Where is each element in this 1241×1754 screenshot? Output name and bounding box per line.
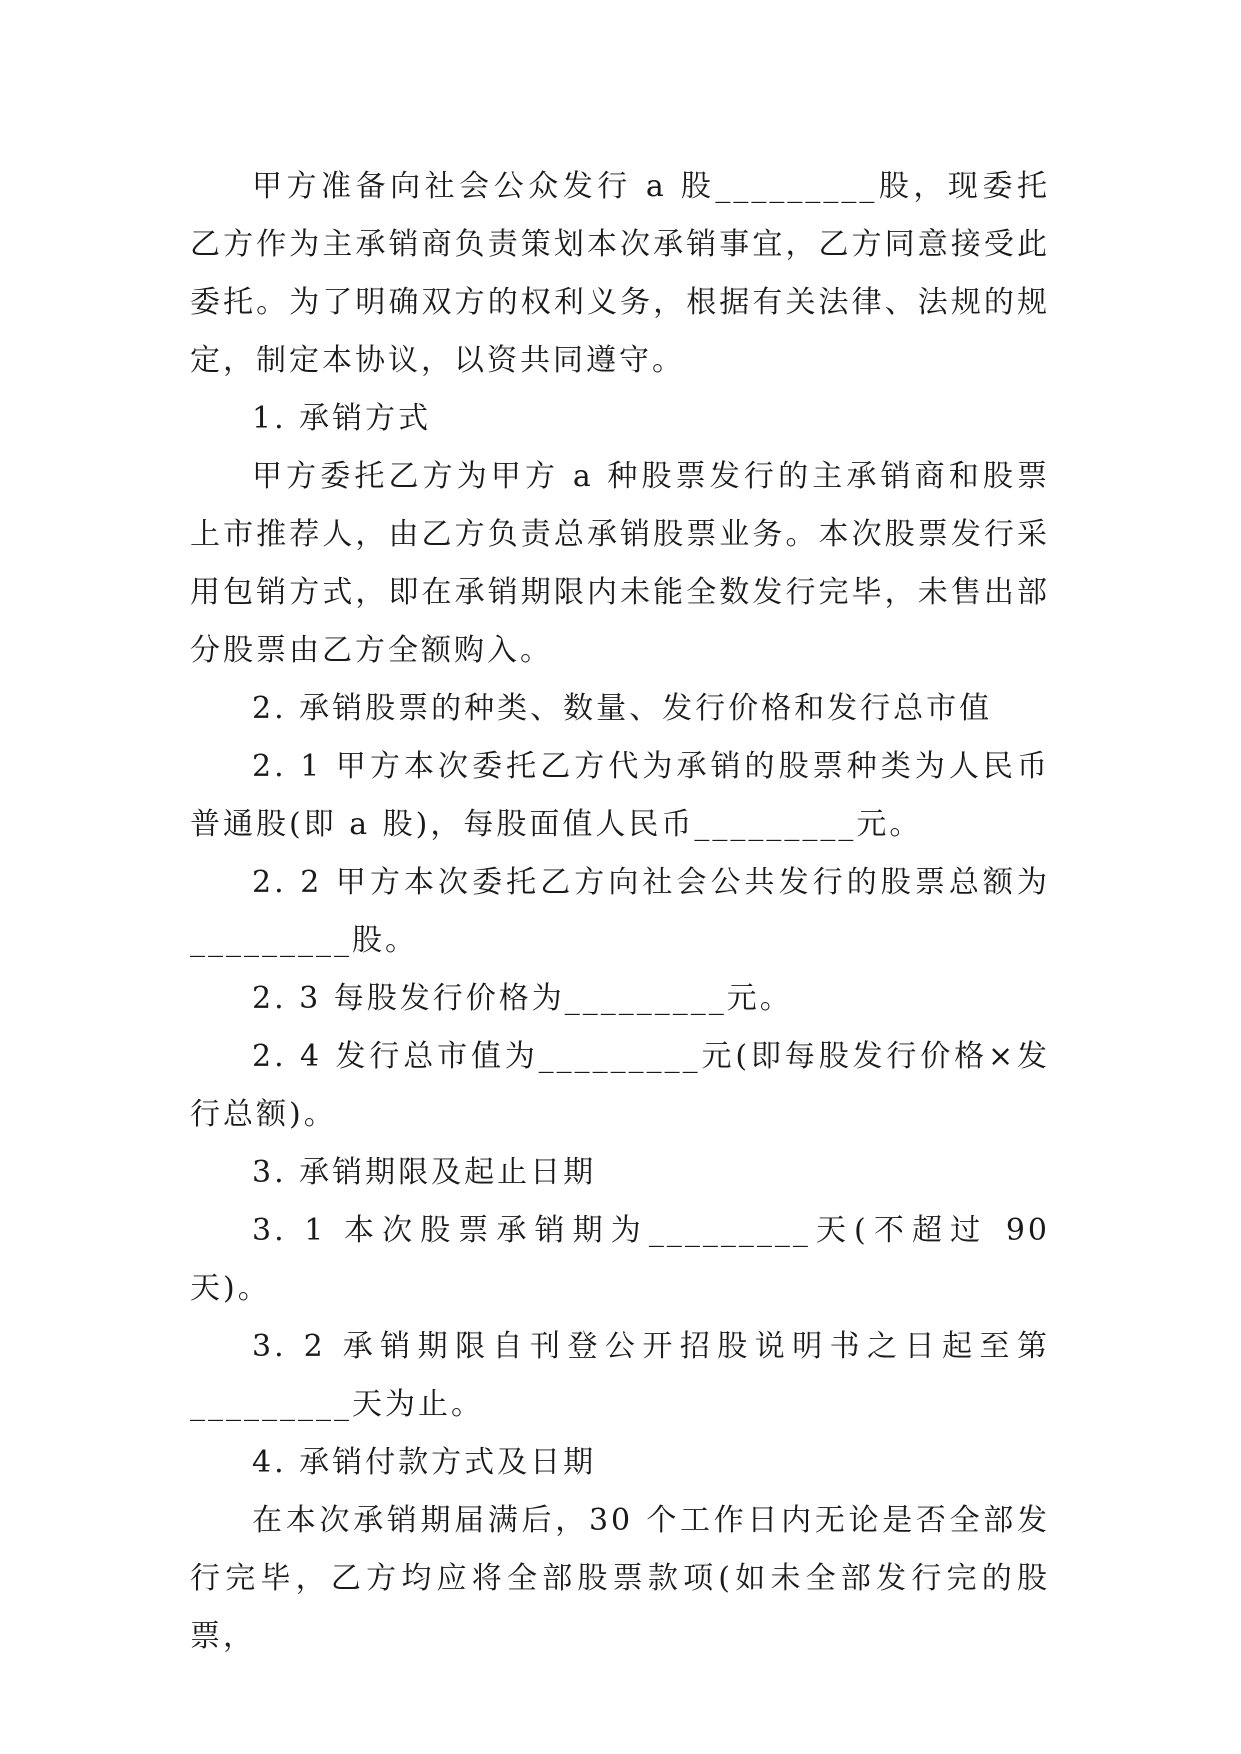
section-4-heading: 4. 承销付款方式及日期 <box>252 1445 597 1480</box>
section-3-heading: 3. 承销期限及起止日期 <box>252 1155 597 1190</box>
clause-3-1: 3. 1 本次股票承销期为_________天(不超过 90 天)。 <box>190 1213 1050 1306</box>
document-page <box>190 158 1050 1666</box>
clause-2-2: 2. 2 甲方本次委托乙方向社会公共发行的股票总额为_________股。 <box>190 865 1050 958</box>
clause-2-1: 2. 1 甲方本次委托乙方代为承销的股票种类为人民币普通股(即 a 股)，每股面值人民币_________元。 <box>190 749 1050 842</box>
clause-2-4: 2. 4 发行总市值为_________元(即每股发行价格×发行总额)。 <box>190 1039 1050 1132</box>
clause-3-2: 3. 2 承销期限自刊登公开招股说明书之日起至第_________天为止。 <box>190 1329 1050 1422</box>
section-1-heading: 1. 承销方式 <box>252 401 432 436</box>
section-1-paragraph: 甲方委托乙方为甲方 a 种股票发行的主承销商和股票上市推荐人，由乙方负责总承销股票业务。本次股票发行采用包销方式，即在承销期限内未能全数发行完毕，未售出部分股票由乙方全额购入。 <box>190 459 1050 668</box>
section-2-heading: 2. 承销股票的种类、数量、发行价格和发行总市值 <box>252 691 993 726</box>
clause-2-3: 2. 3 每股发行价格为_________元。 <box>252 981 793 1016</box>
section-4-paragraph: 在本次承销期届满后，30 个工作日内无论是否全部发行完毕，乙方均应将全部股票款项(如未全部发行完的股票， <box>190 1503 1050 1654</box>
intro-paragraph: 甲方准备向社会公众发行 a 股_________股，现委托乙方作为主承销商负责策划本次承销事宜，乙方同意接受此委托。为了明确双方的权利义务，根据有关法律、法规的规定，制定本协议，以资共同遵守。 <box>190 169 1050 378</box>
